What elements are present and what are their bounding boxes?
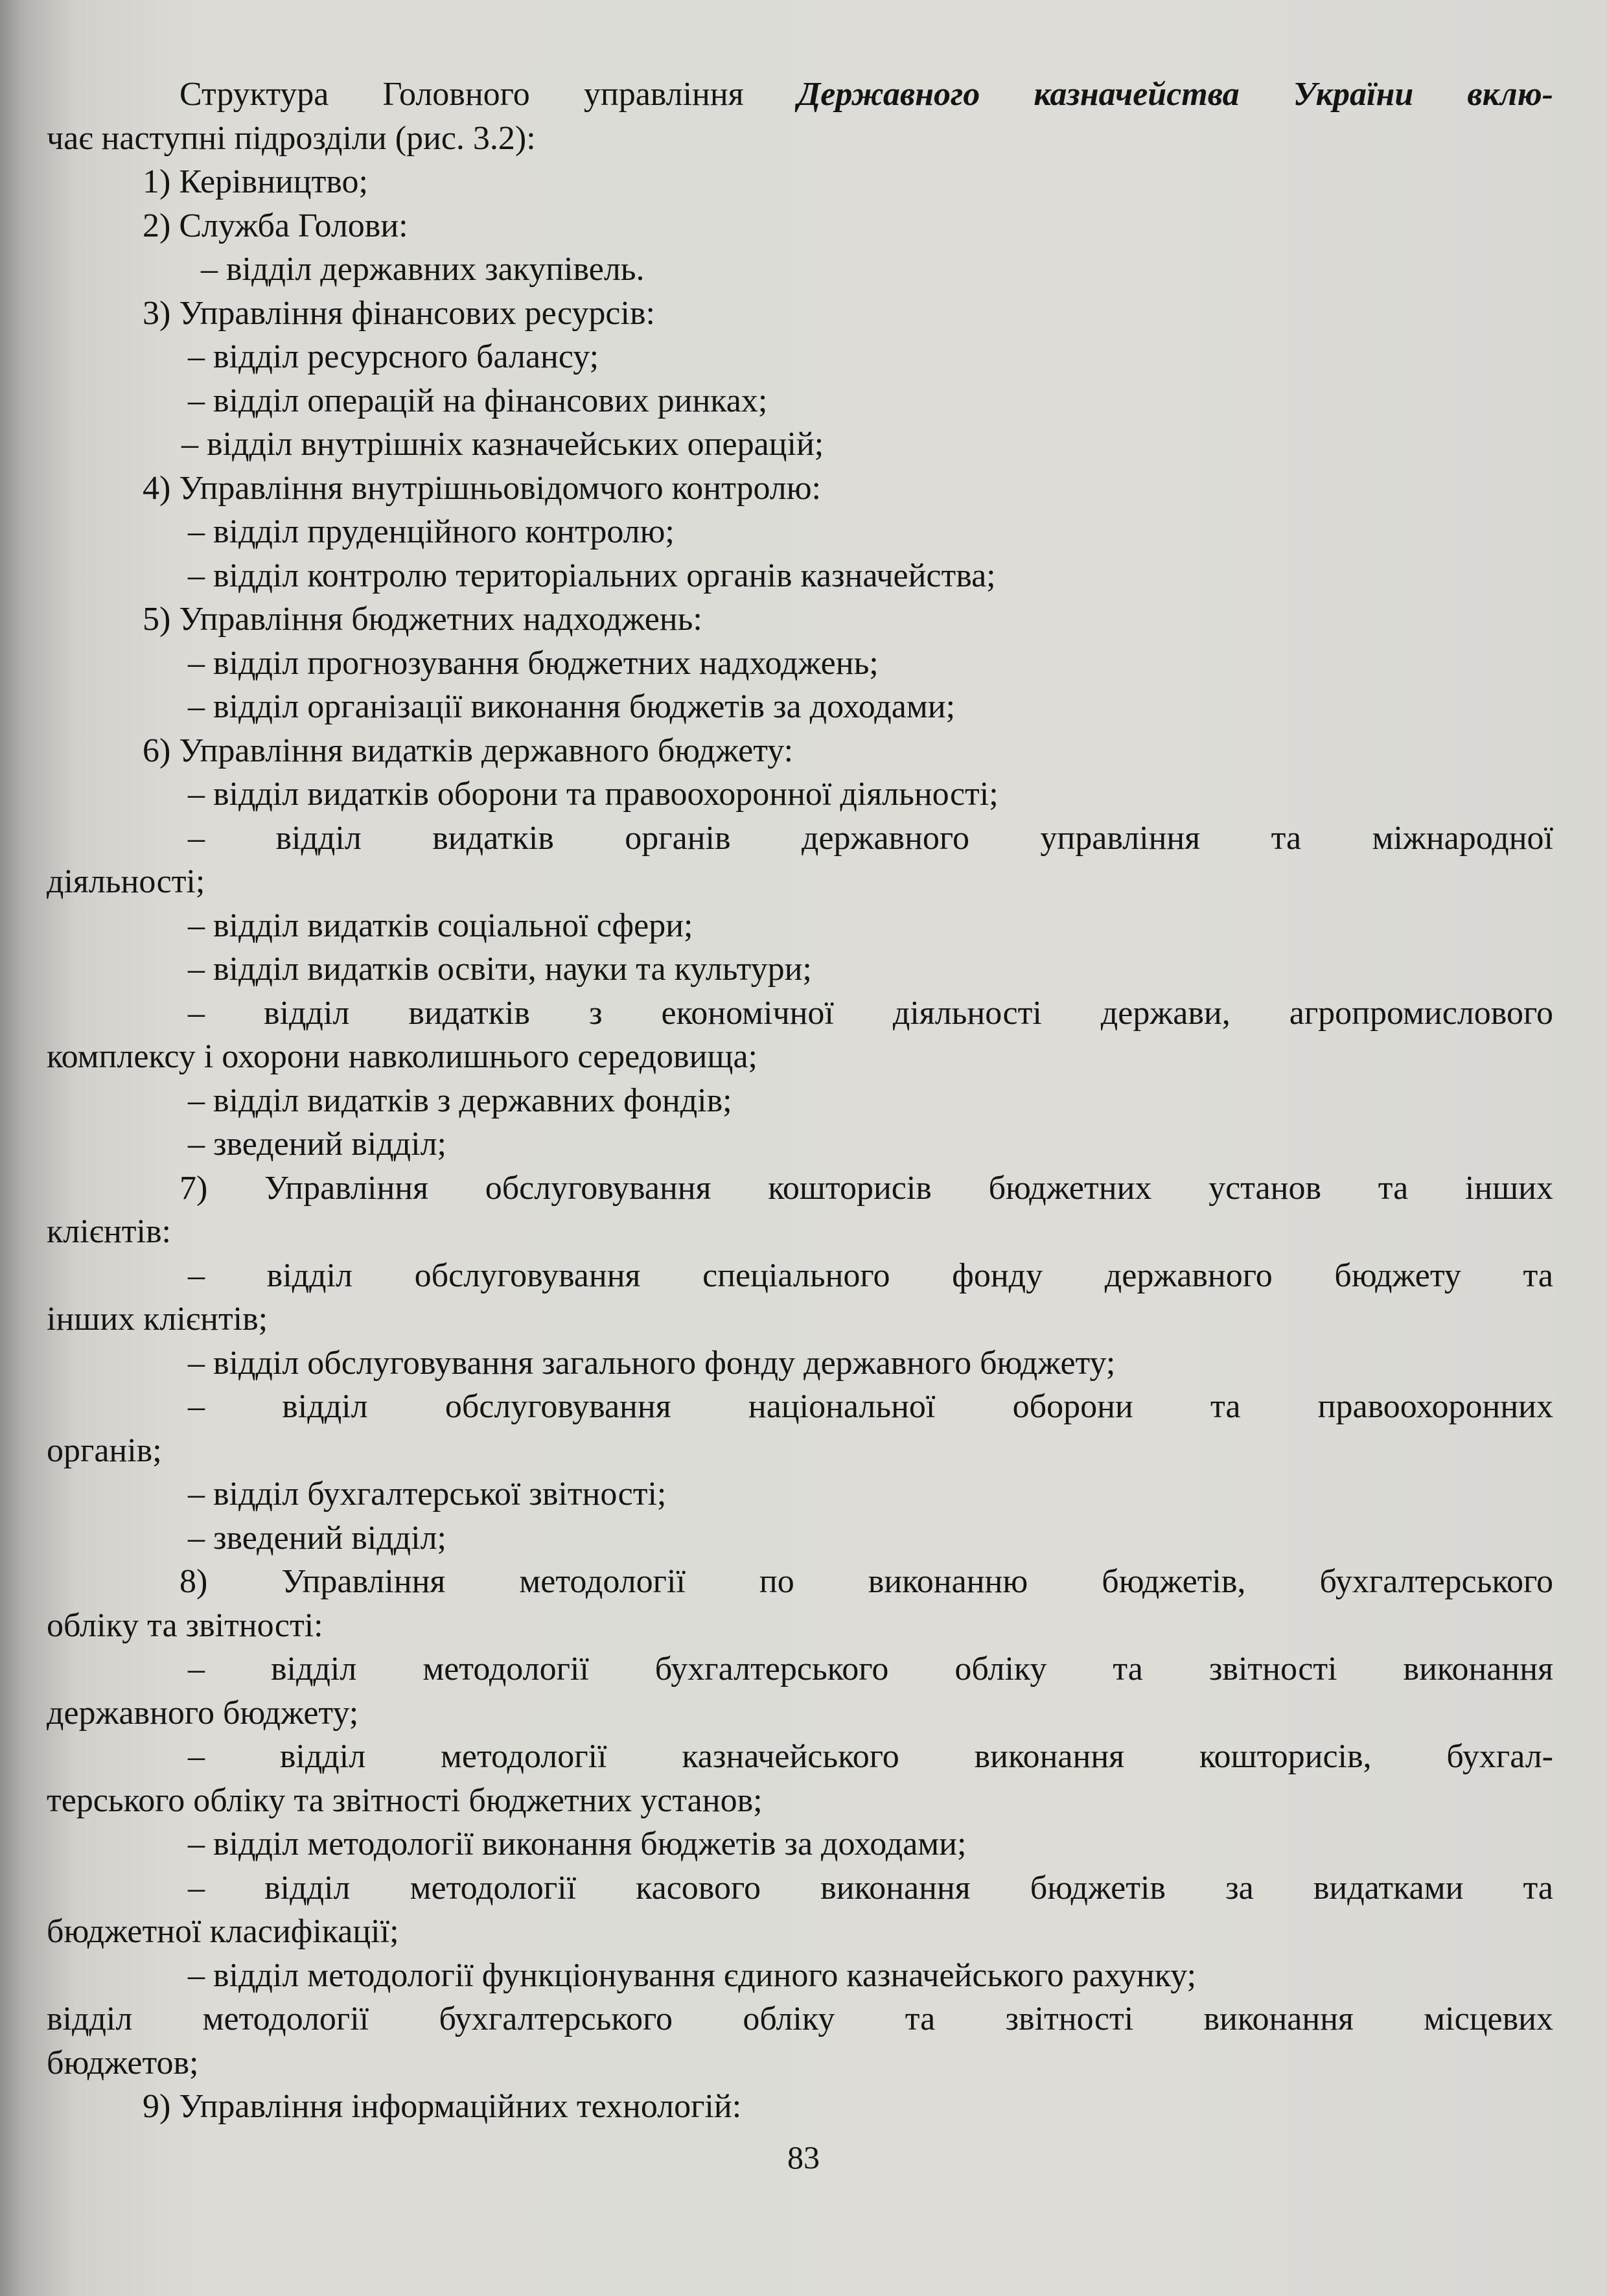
text-line <box>47 117 1553 161</box>
body-text <box>47 73 1553 2129</box>
text-line <box>47 860 1553 904</box>
text-line <box>47 204 1553 248</box>
text-line <box>47 817 1553 861</box>
text-line <box>47 772 1553 817</box>
text-line-content: – відділ методології бухгалтерського обліку та звітності виконання <box>188 1651 1553 1687</box>
text-line-content: 1) Керівництво; <box>143 163 368 200</box>
text-line-content: – відділ методології касового виконання бюджетів за видатками та <box>188 1869 1553 1907</box>
text-line <box>47 904 1553 948</box>
text-line-content: комплексу і охорони навколишнього середовища; <box>47 1038 757 1075</box>
text-line <box>47 947 1553 991</box>
text-line-content: – відділ пруденційного контролю; <box>188 513 675 550</box>
text-line <box>47 1647 1553 1691</box>
text-line-content: – зведений відділ; <box>188 1126 446 1163</box>
text-line <box>47 2041 1553 2085</box>
text-line <box>47 554 1553 598</box>
text-line <box>47 1122 1553 1166</box>
text-line-content: – відділ видатків соціальної сфери; <box>188 907 693 944</box>
text-line-content: 5) Управління бюджетних надходжень: <box>143 601 702 638</box>
text-line <box>47 1297 1553 1341</box>
page-number: 83 <box>787 2139 820 2175</box>
text-line <box>47 1866 1553 1910</box>
text-line-content: – відділ внутрішніх казначейських операцій; <box>181 426 824 463</box>
text-line-content: бюджетної класифікації; <box>47 1913 399 1950</box>
text-line <box>47 1166 1553 1211</box>
text-line <box>47 1254 1553 1298</box>
text-line-content: – відділ державних закупівель. <box>201 251 645 288</box>
text-line <box>47 1516 1553 1560</box>
text-line <box>47 1341 1553 1386</box>
text-line <box>47 1910 1553 1954</box>
text-line <box>47 1779 1553 1823</box>
text-line <box>47 597 1553 642</box>
text-line <box>47 1035 1553 1079</box>
text-line-content: – відділ прогнозування бюджетних надходжень; <box>188 644 879 682</box>
text-line-content: – відділ обслуговування національної оборони та правоохоронних <box>188 1388 1553 1425</box>
text-line-content: – відділ видатків з державних фондів; <box>188 1082 732 1119</box>
text-line-content: – відділ операцій на фінансових ринках; <box>188 382 768 419</box>
text-line-content: – відділ контролю територіальних органів казначейства; <box>188 557 996 594</box>
text-line-content: клієнтів: <box>47 1213 171 1250</box>
text-line-content: – відділ обслуговування спеціального фонду державного бюджету та <box>188 1257 1553 1294</box>
text-line <box>47 73 1553 117</box>
text-line <box>47 160 1553 204</box>
text-line-content: 3) Управління фінансових ресурсів: <box>143 294 655 332</box>
text-line-content: терського обліку та звітності бюджетних установ; <box>47 1781 763 1819</box>
text-line-content: органів; <box>47 1432 162 1469</box>
text-line <box>47 467 1553 511</box>
text-line-content: обліку та звітності: <box>47 1606 323 1644</box>
text-line-emphasis: Державного казначейства України вклю- <box>797 76 1553 113</box>
text-line <box>47 991 1553 1036</box>
text-line-content: державного бюджету; <box>47 1694 359 1732</box>
text-line-content: – відділ видатків з економічної діяльності держави, агропромислового <box>188 994 1553 1032</box>
text-line-content: 7) Управління обслуговування кошторисів бюджетних установ та інших <box>179 1169 1553 1207</box>
text-line-content: 9) Управління інформаційних технологій: <box>143 2088 742 2125</box>
text-line-content: – відділ методології функціонування єдиного казначейського рахунку; <box>188 1956 1197 1994</box>
text-line-content: – відділ видатків оборони та правоохоронної діяльності; <box>188 776 999 813</box>
text-line <box>47 1691 1553 1735</box>
text-line <box>47 729 1553 773</box>
text-line-content: – відділ видатків органів державного управління та міжнародної <box>188 819 1553 857</box>
text-line <box>47 1429 1553 1473</box>
text-line <box>47 1079 1553 1123</box>
text-line <box>47 1954 1553 1998</box>
text-line <box>47 685 1553 729</box>
text-line <box>47 248 1553 292</box>
text-line-content: – відділ видатків освіти, науки та культури; <box>188 951 812 988</box>
text-line <box>47 335 1553 379</box>
text-line-content: – відділ методології виконання бюджетів за доходами; <box>188 1826 967 1862</box>
text-line-content: – відділ обслуговування загального фонду державного бюджету; <box>188 1344 1116 1382</box>
text-line-content: – відділ ресурсного балансу; <box>188 338 599 375</box>
text-line-content: – зведений відділ; <box>188 1519 446 1557</box>
text-line <box>47 1604 1553 1648</box>
text-line <box>47 1822 1553 1866</box>
text-line-content: 2) Служба Голови: <box>143 207 408 244</box>
text-line-content: бюджетов; <box>47 2044 199 2081</box>
text-line <box>47 379 1553 423</box>
text-line <box>47 1735 1553 1779</box>
text-line-content: відділ методології бухгалтерського обліку та звітності виконання місцевих <box>47 2000 1553 2037</box>
text-line-content: чає наступні підрозділи (рис. 3.2): <box>47 119 536 157</box>
text-line <box>47 1385 1553 1429</box>
text-line-content: 8) Управління методології по виконанню бюджетів, бухгалтерського <box>179 1563 1553 1600</box>
text-line <box>47 2085 1553 2129</box>
text-line <box>47 1210 1553 1254</box>
text-line <box>47 423 1553 467</box>
text-line <box>47 510 1553 554</box>
text-line <box>47 1997 1553 2041</box>
text-line <box>47 1560 1553 1604</box>
text-line-content: діяльності; <box>47 863 205 900</box>
text-line-content: 6) Управління видатків державного бюджету: <box>143 732 794 769</box>
text-line-content: інших клієнтів; <box>47 1301 268 1338</box>
text-line-content: 4) Управління внутрішньовідомчого контролю: <box>143 469 822 507</box>
text-line <box>47 292 1553 336</box>
text-line-content: – відділ бухгалтерської звітності; <box>188 1476 667 1513</box>
text-line <box>47 642 1553 686</box>
text-line <box>47 1472 1553 1516</box>
text-line-content: – відділ методології казначейського виконання кошторисів, бухгал- <box>188 1738 1553 1775</box>
text-line-plain: Структура Головного управління <box>179 76 798 113</box>
text-line-content: – відділ організації виконання бюджетів за доходами; <box>188 688 956 725</box>
